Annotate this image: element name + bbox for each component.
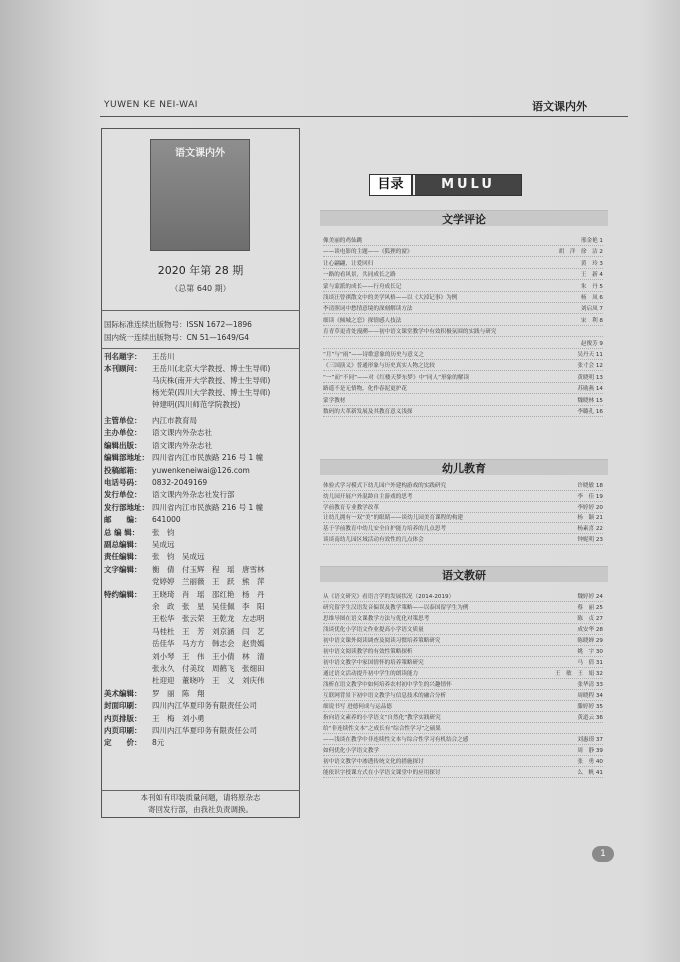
toc-entry[interactable] — [323, 692, 603, 702]
toc-entry-author-page: 刘惠璟 37 — [577, 737, 603, 743]
notice-line-2: 寄回发行部，由我社负责调换。 — [148, 805, 253, 814]
masthead-value: 王晓琦 肖 瑶 邵红艳 杨 丹 — [152, 589, 265, 599]
toc-entry[interactable] — [323, 593, 603, 603]
masthead-label: 主管单位： — [104, 416, 142, 425]
running-header-right: 语文课内外 — [532, 100, 587, 113]
toc-entry-author-page: 李璐孔 16 — [577, 409, 603, 415]
masthead-value: 王松华 张云荣 王乾龙 左志明 — [152, 614, 265, 624]
toc-entry[interactable] — [323, 670, 603, 680]
toc-heading-en: MULU — [415, 175, 521, 195]
toc-entry[interactable] — [323, 504, 603, 514]
masthead-label: 文字编辑： — [104, 564, 142, 574]
toc-entry-author-page: 黄道云 36 — [577, 715, 603, 721]
toc-entry-author-page: 姚 宇 30 — [577, 649, 603, 655]
toc-entry[interactable] — [323, 351, 603, 361]
divider — [101, 348, 300, 349]
toc-entry-title: ——浅谈在教学中非连续性文本与综合性学习有机结合之感 — [323, 737, 469, 743]
toc-entry-title: 通过语文活动提升初中学生的朗读能力 — [323, 671, 419, 677]
toc-entry-author-page: 张寸会 12 — [577, 363, 603, 370]
issn-line: 国际标准连续出版物号：ISSN 1672—1896 — [104, 320, 252, 329]
masthead-label: 内页排版： — [104, 713, 142, 723]
cn-line: 国内统一连续出版物号：CN 51—1649/G4 — [104, 333, 249, 342]
toc-entry[interactable] — [323, 328, 603, 338]
masthead-value: yuwenkeneiwai@126.com — [152, 465, 250, 475]
toc-entry[interactable] — [323, 362, 603, 372]
toc-entry[interactable] — [323, 659, 603, 669]
masthead-row — [104, 614, 265, 624]
masthead-label: 内页印刷： — [104, 726, 142, 735]
toc-entry-title: “一”而“不同”——对《红楼天梦东梦》中“同人”形象的解读 — [323, 374, 470, 381]
running-header-left: YUWEN KE NEI-WAI — [104, 100, 198, 110]
masthead-value: 内江市教育局 — [152, 416, 197, 425]
toc-entry-author-page: 张 勇 40 — [577, 759, 603, 765]
leader-dots — [323, 405, 603, 406]
masthead-value: 语文课内外杂志社发行部 — [152, 490, 235, 500]
toc-section-header — [320, 566, 608, 583]
masthead-value: 吴成远 — [152, 540, 175, 549]
page-number: 1 — [592, 846, 614, 862]
toc-entry[interactable] — [323, 493, 603, 503]
masthead-label: 本刊顾问： — [104, 364, 142, 373]
toc-entry-title: 细读《倾城之恋》探情感人技法 — [323, 317, 402, 324]
masthead-row — [104, 352, 175, 362]
masthead-row — [104, 577, 265, 587]
toc-entry[interactable] — [323, 271, 603, 281]
masthead-row — [104, 565, 265, 575]
masthead-row — [104, 552, 205, 562]
masthead-value: 四川内江华夏印务有限责任公司 — [152, 726, 257, 735]
toc-entry-author-page: 苏勋燕 14 — [577, 386, 603, 393]
toc-entry-author-page: 吴丹天 11 — [577, 352, 603, 358]
masthead-label: 编辑出版： — [104, 440, 142, 450]
toc-entry-title: 蒙与蒙派的成长——行舟成长记 — [323, 283, 402, 290]
masthead-value: 641000 — [152, 515, 181, 525]
section-title: 文学评论 — [442, 213, 486, 226]
masthead-label: 封面印刷： — [104, 701, 142, 711]
masthead-row — [104, 466, 250, 476]
toc-entry-author-page: 杨素喜 22 — [577, 526, 603, 533]
total-issue: （总第 640 期） — [170, 284, 231, 293]
masthead-label: 邮 编： — [104, 515, 142, 525]
section-title: 语文教研 — [442, 569, 486, 582]
toc-entry[interactable] — [323, 714, 603, 724]
masthead-row — [104, 453, 263, 463]
toc-entry-author-page: 张华清 33 — [577, 682, 603, 688]
toc-entry-title: 从《语文研究》看语言学的发展状况（2014-2019） — [323, 594, 455, 600]
masthead-value: 8元 — [152, 738, 165, 748]
masthead-row — [104, 515, 181, 525]
masthead-value: 马桂杜 王 芳 刘京涵 闫 艺 — [152, 626, 265, 636]
masthead-row — [104, 602, 265, 612]
toc-entry[interactable] — [323, 260, 603, 270]
masthead-label: 编辑部地址： — [104, 453, 149, 463]
toc-entry[interactable] — [323, 536, 603, 546]
toc-entry-title: 浅谈汪曾祺散文中的美学风格——以《大淖记事》为例 — [323, 295, 458, 301]
masthead-row — [104, 478, 207, 488]
toc-entry-title: 像美丽的鸡仙跳 — [323, 238, 363, 244]
masthead-row — [104, 441, 212, 451]
toc-entry-title: “月”与“雨”——诗歌意象的历史与意义之 — [323, 352, 425, 358]
toc-entry-author-page: 钟妮明 23 — [577, 537, 603, 543]
masthead-row — [104, 590, 265, 600]
toc-entry-title: 谈谈南幼儿园区域活动有效性的几点体会 — [323, 537, 424, 543]
masthead-label: 副总编辑： — [104, 540, 142, 549]
masthead-label: 责任编辑： — [104, 552, 142, 562]
masthead-label: 美术编辑： — [104, 688, 142, 698]
toc-entry-title: 浅谈优化小学语文作业提高小学语文质量 — [323, 627, 424, 633]
masthead-value: 刘小琴 王 伟 王小倩 林 清 — [152, 651, 265, 661]
toc-entry-title: 思维导图在语文课教学方法与优化对策思考 — [323, 616, 430, 622]
toc-entry-author-page: 李婷婷 20 — [577, 504, 603, 511]
toc-entry[interactable] — [323, 725, 603, 735]
masthead-row — [104, 388, 270, 398]
masthead-value: 马庆株(南开大学教授、博士生导师) — [152, 376, 271, 385]
toc-entry-author-page: 成安华 28 — [577, 627, 603, 633]
cover-title: 语文课内外 — [175, 148, 225, 159]
section-title: 幼儿教育 — [442, 462, 486, 475]
toc-entry[interactable] — [323, 294, 603, 304]
masthead-value: 王岳川(北京大学教授、博士生导师) — [152, 364, 271, 373]
toc-heading-cn: 目录 — [370, 175, 413, 195]
toc-entry-author-page: 杨 凤 6 — [580, 295, 603, 301]
masthead-label: 特约编辑： — [104, 589, 142, 599]
toc-entry-title: 细说书写 进德何成与运品德 — [323, 704, 392, 710]
toc-entry[interactable] — [323, 248, 603, 258]
masthead-row — [104, 664, 265, 674]
toc-entry[interactable] — [323, 525, 603, 535]
masthead-row — [104, 652, 265, 662]
toc-entry-title: 指向语文素养的小学语文“自然化”教学实践研究 — [323, 715, 441, 721]
toc-heading — [369, 174, 522, 196]
toc-entry-author-page: 陈 贞 27 — [577, 616, 603, 622]
masthead-value: 杨光荣(四川大学教授、博士生导师) — [152, 388, 271, 397]
masthead-row — [104, 639, 265, 649]
toc-entry-author-page: 王 敏 王 娟 32 — [554, 671, 603, 677]
toc-entry-author-page: 王 新 4 — [580, 272, 603, 279]
toc-entry-title: 体验式学习模式下幼儿园户外建构游戏的实践研究 — [323, 483, 447, 489]
toc-entry-author-page: 么 帆 41 — [577, 770, 603, 776]
toc-entry[interactable] — [323, 408, 603, 418]
masthead-row — [104, 428, 212, 438]
masthead-row — [104, 364, 270, 374]
masthead-value: 语文课内外杂志社 — [152, 428, 212, 438]
toc-entry-author-page: 黄 玲 3 — [580, 260, 603, 267]
toc-entry-title: 能依识字授课方式在小学语文课堂中的应用探讨 — [323, 770, 441, 776]
toc-entry-title: 基于学前教育中幼儿安全自护能力培养的几点思考 — [323, 526, 447, 533]
toc-entry-title: 蒙学教材 — [323, 397, 346, 404]
toc-entry[interactable] — [323, 482, 603, 492]
masthead-label: 电话号码： — [104, 478, 142, 487]
toc-entry[interactable] — [323, 637, 603, 647]
toc-section-header — [320, 459, 608, 476]
masthead-label: 主办单位： — [104, 428, 142, 438]
masthead-value: 王 梅 刘小勇 — [152, 713, 205, 723]
masthead-row — [104, 701, 257, 711]
masthead-row — [104, 376, 270, 386]
toc-entry[interactable] — [323, 747, 603, 757]
toc-entry-author-page: 邢金艳 1 — [580, 238, 603, 244]
toc-entry-author-page: 李 佳 19 — [577, 493, 603, 500]
leader-dots — [323, 348, 603, 349]
toc-entry-author-page: 赵俊芳 9 — [580, 340, 603, 347]
masthead-value: 四川省内江市民族路 216 号 1 幢 — [152, 502, 264, 512]
masthead-row — [104, 528, 175, 538]
toc-entry-title: 学前教育专业教学改革 — [323, 504, 379, 511]
toc-entry-title: 互联网背景下初中语文教学与信息技术的融合分析 — [323, 693, 447, 699]
masthead-value: 张永久 付美玟 周鹤飞 张细田 — [152, 664, 265, 673]
toc-entry-title: 育青草更青处漫溯——初中语文课堂教学中有效积极氛围的实践与研究 — [323, 329, 497, 336]
toc-entry-title: 研究留学生汉语发音偏误及教学策略——以泰国留学生为例 — [323, 605, 469, 611]
masthead-row — [104, 726, 257, 736]
notice-line-1: 本刊如有印装质量问题，请将原杂志 — [140, 793, 261, 802]
masthead-label: 定 价： — [104, 738, 142, 748]
toc-entry-author-page: 杨 颖 21 — [577, 515, 603, 522]
masthead-value: 四川内江华夏印务有限责任公司 — [152, 701, 257, 711]
toc-entry-author-page: 陈晓婵 29 — [577, 638, 603, 644]
masthead-row — [104, 540, 175, 550]
masthead-label: 刊名题字： — [104, 352, 142, 361]
masthead-label: 投稿邮箱： — [104, 465, 142, 475]
toc-entry-title: ——谈电影的主题——《狐狸的窗》 — [323, 249, 413, 256]
divider — [101, 310, 300, 311]
toc-entry-author-page: 刘启凤 7 — [580, 306, 603, 313]
masthead-label: 发行单位： — [104, 490, 142, 500]
toc-entry[interactable] — [323, 769, 603, 779]
masthead-value: 党婷婷 兰丽薇 王 跃 熊 萍 — [152, 577, 265, 587]
toc-section-header — [320, 210, 608, 227]
masthead-value: 余 政 张 星 吴佳佩 李 阳 — [152, 602, 265, 611]
toc-entry[interactable] — [323, 681, 603, 691]
toc-entry-title: 如何优化小学语文教学 — [323, 748, 379, 754]
toc-entry-title: 李清照词中愁情意境的深刻解读方法 — [323, 306, 413, 313]
toc-entry-author-page: 胡 洋 徐 洁 2 — [558, 249, 603, 256]
toc-entry[interactable] — [323, 615, 603, 625]
toc-entry[interactable] — [323, 305, 603, 315]
masthead-value: 杜迎迎 董晓吟 王 义 刘庆伟 — [152, 676, 265, 686]
toc-entry-title: 路遥不是无情物，化作春泥更护花 — [323, 386, 407, 393]
issue-number: 2020 年第 28 期 — [157, 264, 244, 277]
masthead-label: 发行部地址： — [104, 502, 149, 512]
masthead-row — [104, 689, 205, 699]
toc-entry[interactable] — [323, 340, 603, 350]
toc-entry-title: 初中语文课外阅读调查及阅读习惯培养策略研究 — [323, 638, 441, 644]
toc-entry-title: 浅析在语文教学中如何培养农村初中学生的兴趣情怀 — [323, 682, 452, 688]
toc-entry[interactable] — [323, 317, 603, 327]
masthead-value: 衡 倩 付玉辉 程 瑶 唐雪林 — [152, 564, 265, 574]
toc-entry-author-page: 许晓敏 18 — [577, 483, 603, 489]
toc-entry-title: 给“非连续性文本”之成长有“综合性学习”之硕果 — [323, 726, 441, 732]
divider — [101, 790, 300, 791]
toc-entry-author-page: 宋 利 8 — [580, 317, 603, 324]
toc-entry[interactable] — [323, 397, 603, 407]
masthead-value: 王岳川 — [152, 352, 175, 361]
toc-entry-author-page: 周晓程 34 — [577, 693, 603, 699]
toc-entry[interactable] — [323, 283, 603, 293]
toc-entry-title: 初中语文阅读教学的有效性策略探析 — [323, 649, 413, 655]
toc-entry[interactable] — [323, 626, 603, 636]
masthead-label: 总 编 辑： — [104, 527, 140, 537]
masthead-row — [104, 400, 240, 410]
toc-entry-author-page: 朱 丹 5 — [580, 283, 603, 290]
toc-entry[interactable] — [323, 648, 603, 658]
toc-entry[interactable] — [323, 385, 603, 395]
leader-dots — [323, 245, 603, 246]
toc-entry-title: 初中语文教学中渗透传统文化的措施探讨 — [323, 759, 424, 765]
toc-entry-title: 幼儿园开展户外混龄自主游戏的思考 — [323, 493, 413, 500]
toc-entry[interactable] — [323, 604, 603, 614]
toc-entry[interactable] — [323, 736, 603, 746]
toc-entry[interactable] — [323, 703, 603, 713]
masthead-value: 张 钧 吴成远 — [152, 552, 205, 562]
toc-entry[interactable] — [323, 374, 603, 384]
toc-entry-title: 《三国演义》普通形象与历史真实人物之比较 — [323, 363, 435, 370]
masthead-value: 四川省内江市民族路 216 号 1 幢 — [152, 453, 264, 463]
toc-entry-author-page: 魏婷婷 24 — [577, 594, 603, 600]
toc-entry[interactable] — [323, 514, 603, 524]
masthead-value: 岳佳华 马方方 韩志会 赵贵嫣 — [152, 639, 265, 649]
masthead-value: 张 钧 — [152, 527, 175, 537]
masthead-row — [104, 416, 197, 426]
toc-entry[interactable] — [323, 237, 603, 247]
masthead-row — [104, 503, 263, 513]
toc-entry-author-page: 马 倩 31 — [577, 660, 603, 666]
toc-entry-title: 让心翩翩，让爱回归 — [323, 260, 374, 267]
header-rule — [100, 116, 628, 117]
toc-entry-author-page: 蔡 丽 25 — [577, 605, 603, 611]
masthead-row — [104, 627, 265, 637]
toc-entry-author-page: 滕婷婷 35 — [577, 704, 603, 710]
cover-thumbnail — [150, 139, 250, 251]
toc-entry-title: 初中语文教学中家国情怀的培养策略研究 — [323, 660, 424, 666]
toc-entry-author-page: 魏晓林 15 — [577, 397, 603, 404]
masthead-value: 罗 丽 陈 翔 — [152, 688, 205, 698]
toc-entry[interactable] — [323, 758, 603, 768]
masthead-row — [104, 490, 235, 500]
masthead-value: 语文课内外杂志社 — [152, 440, 212, 450]
toc-entry-author-page: 周 静 39 — [577, 748, 603, 754]
masthead-row — [104, 738, 164, 748]
masthead-row — [104, 676, 265, 686]
toc-entry-title: 一路的看风景，共同成长之路 — [323, 272, 396, 279]
masthead-value: 钟建明(四川师范学院教授) — [152, 400, 241, 409]
masthead-value: 0832-2049169 — [152, 478, 208, 487]
toc-entry-title: 数码的大革新发展及其教育意义浅探 — [323, 409, 413, 415]
toc-entry-title: 让幼儿拥有一双“美”的眼睛——谈幼儿园美育课程的构建 — [323, 515, 464, 522]
toc-entry-author-page: 黄晓明 13 — [577, 374, 603, 381]
masthead-row — [104, 714, 205, 724]
